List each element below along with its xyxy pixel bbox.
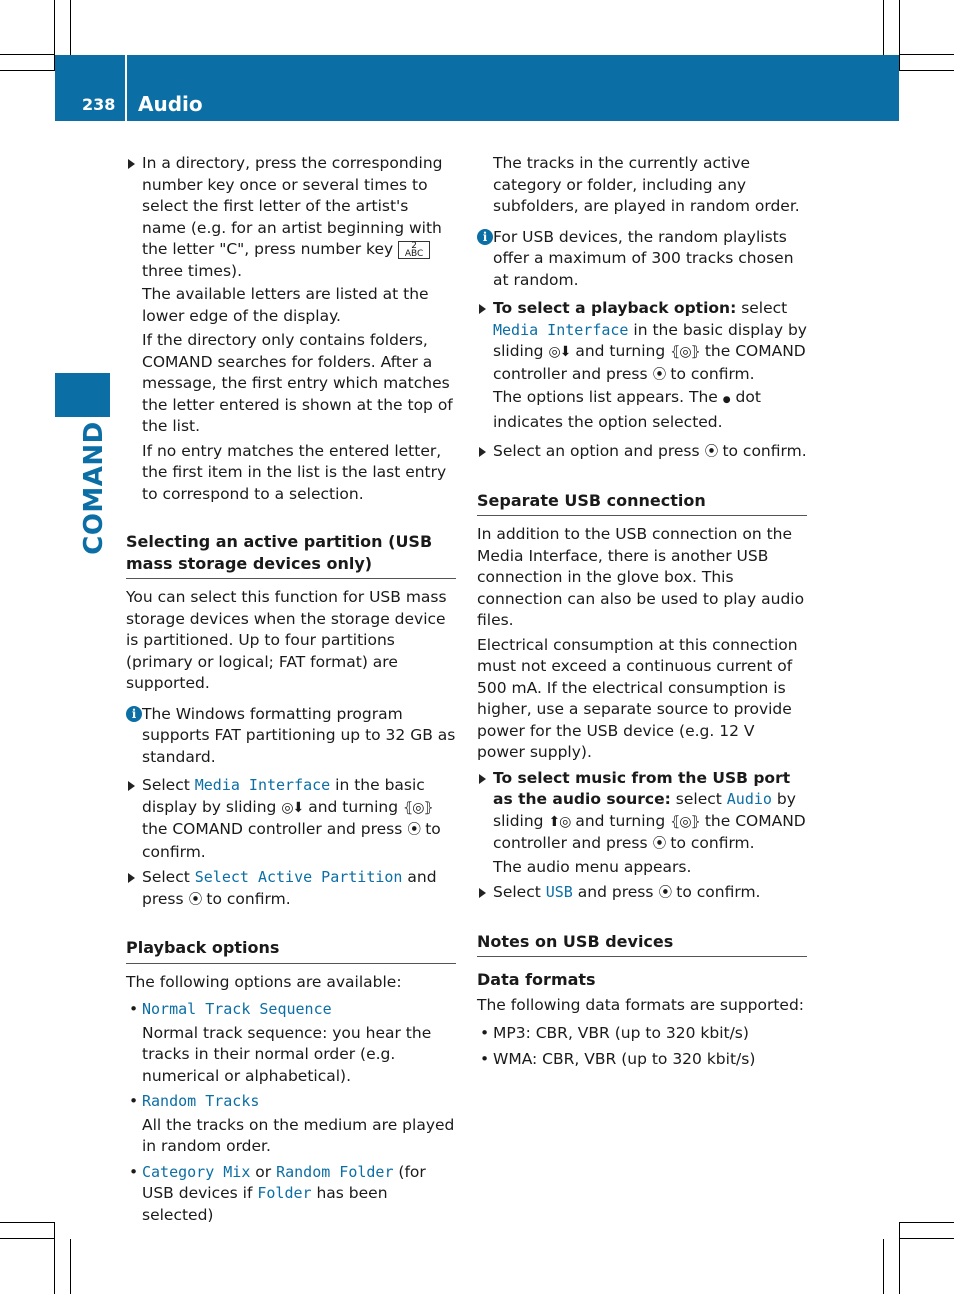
press-icon: ⦿ <box>652 366 666 383</box>
press-icon: ⦿ <box>407 822 421 838</box>
crop-mark <box>883 0 884 55</box>
crop-mark <box>899 0 900 70</box>
list-item: • Random Tracks All the tracks on the medium are played in random order. <box>129 1092 455 1155</box>
paragraph: If the directory only contains folders, COMAND searches for folders. After a message, the first entry which matches the letter entered is shown at the top of the list. <box>142 331 453 435</box>
header-divider <box>125 55 127 121</box>
heading-partition: Selecting an active partition (USB mass storage devices only) <box>126 531 456 579</box>
section-title: Audio <box>138 92 203 116</box>
slide-down-icon: ◎⬇ <box>281 799 304 816</box>
paragraph: In addition to the USB connection on the Media Interface, there is another USB connection in the glove box. This connection can also be used to play audio files. <box>477 525 805 629</box>
list-item: To select music from the USB port as the audio source: select Audio by sliding ⬆◎ and turning ⦃◎⦄ the COMAND controller and press ⦿ to confirm. The audio menu appears. <box>477 768 807 879</box>
list-item: • Category Mix or Random Folder (for USB devices if Folder has been selected) <box>129 1162 426 1224</box>
arrow-icon <box>479 447 486 457</box>
arrow-icon <box>479 888 486 898</box>
side-tab-block <box>55 373 110 417</box>
left-column <box>126 153 456 1226</box>
paragraph: The following data formats are supported: <box>477 995 805 1014</box>
list-item: • WMA: CBR, VBR (up to 320 kbit/s) <box>480 1049 756 1068</box>
info-note: i The Windows formatting program supports FAT partitioning up to 32 GB as standard. <box>126 704 456 769</box>
menu-item-media-interface: Media Interface <box>493 320 629 339</box>
crop-mark <box>0 1222 55 1223</box>
slide-up-icon: ⬆◎ <box>548 813 571 830</box>
paragraph: The available letters are listed at the lower edge of the display. <box>142 285 429 325</box>
page-header <box>55 55 899 121</box>
option-normal-track-sequence: Normal Track Sequence <box>142 1000 332 1018</box>
crop-mark <box>54 1222 55 1294</box>
paragraph: The tracks in the currently active category or folder, including any subfolders, are played in random order. <box>493 154 800 215</box>
page-number: 238 <box>82 95 116 114</box>
crop-mark <box>0 70 55 71</box>
paragraph: You can select this function for USB mass storage devices when the storage device is partitioned. Up to four partitions (primary or logical; FAT format) are supported. <box>126 588 447 692</box>
arrow-icon <box>479 774 486 784</box>
turn-icon: ⦃◎⦄ <box>403 799 433 816</box>
press-icon: ⦿ <box>704 444 718 460</box>
paragraph: If no entry matches the entered letter, the first item in the list is the last entry to correspond to a selection. <box>142 441 447 503</box>
turn-icon: ⦃◎⦄ <box>670 344 700 360</box>
dot-icon: ● <box>722 395 731 405</box>
crop-mark <box>0 1238 55 1239</box>
menu-item-usb: USB <box>545 883 573 901</box>
list-item: In a directory, press the corresponding number key once or several times to select the first letter of the artist's name (e.g. for an artist beginning with the letter "C", press number key 2 ABC three times). The available letters are listed at the lower edge of the display. If the directory only contains folders, COMAND searches for folders. After a message, the first entry which matches the letter entered is shown at the top of the list. If no entry matches the entered letter, the first item in the list is the last entry to correspond to a selection. <box>126 153 456 505</box>
info-note: i For USB devices, the random playlists offer a maximum of 300 tracks chosen at random. <box>477 227 807 292</box>
side-tab <box>55 421 110 555</box>
option-folder: Folder <box>257 1184 312 1202</box>
paragraph: Electrical consumption at this connection must not exceed a continuous current of 500 mA. If the electrical consumption is higher, use a separate source to provide power for the USB device (e.g. 12 V power supply). <box>477 635 798 761</box>
option-random-folder: Random Folder <box>276 1162 394 1181</box>
crop-mark <box>899 54 954 55</box>
list-item: To select a playback option: select Media Interface in the basic display by sliding ◎⬇ and turning ⦃◎⦄ the COMAND controller and press ⦿ to confirm. The options list appears. The ● dot indicates the option selected. <box>477 298 807 433</box>
arrow-icon <box>128 873 135 883</box>
menu-item-audio: Audio <box>726 790 772 808</box>
turn-icon: ⦃◎⦄ <box>670 813 700 830</box>
number-key-icon: 2 ABC <box>398 241 430 259</box>
menu-item-media-interface: Media Interface <box>194 776 331 794</box>
slide-down-icon: ◎⬇ <box>548 344 571 360</box>
list-item: Select USB and press ⦿ to confirm. <box>477 882 807 905</box>
heading-data-formats: Data formats <box>477 970 596 989</box>
crop-mark <box>70 1239 71 1294</box>
menu-item-select-active-partition: Select Active Partition <box>194 868 403 886</box>
crop-mark <box>899 1238 954 1239</box>
crop-mark <box>899 70 954 71</box>
list-item: • MP3: CBR, VBR (up to 320 kbit/s) <box>480 1024 749 1042</box>
info-icon: i <box>126 706 142 722</box>
press-icon: ⦿ <box>652 836 666 852</box>
list-item: • Normal Track Sequence Normal track sequence: you hear the tracks in their normal order (e.g. numerical or alphabetical). <box>129 1000 432 1085</box>
list-item: Select Select Active Partition and press ⦿ to confirm. <box>126 867 456 911</box>
press-icon: ⦿ <box>188 891 202 908</box>
heading-separate-usb: Separate USB connection <box>477 490 807 517</box>
arrow-icon <box>128 159 135 169</box>
crop-mark <box>883 1239 884 1294</box>
crop-mark <box>0 54 55 55</box>
crop-mark <box>70 0 71 55</box>
arrow-icon <box>479 304 486 314</box>
side-tab-label: COMAND <box>78 421 109 555</box>
press-icon: ⦿ <box>658 885 672 901</box>
option-category-mix: Category Mix <box>142 1162 251 1181</box>
arrow-icon <box>128 781 135 791</box>
info-icon: i <box>477 229 493 245</box>
heading-notes: Notes on USB devices <box>477 931 807 958</box>
paragraph: The following options are available: <box>126 972 402 991</box>
list-item: Select Media Interface in the basic display by sliding ◎⬇ and turning ⦃◎⦄ the COMAND controller and press ⦿ to confirm. <box>126 775 456 863</box>
option-random-tracks: Random Tracks <box>142 1092 260 1110</box>
right-column <box>477 153 807 1070</box>
crop-mark <box>899 1222 900 1294</box>
crop-mark <box>899 1222 954 1223</box>
list-item: Select an option and press ⦿ to confirm. <box>477 441 807 464</box>
heading-playback: Playback options <box>126 937 456 964</box>
